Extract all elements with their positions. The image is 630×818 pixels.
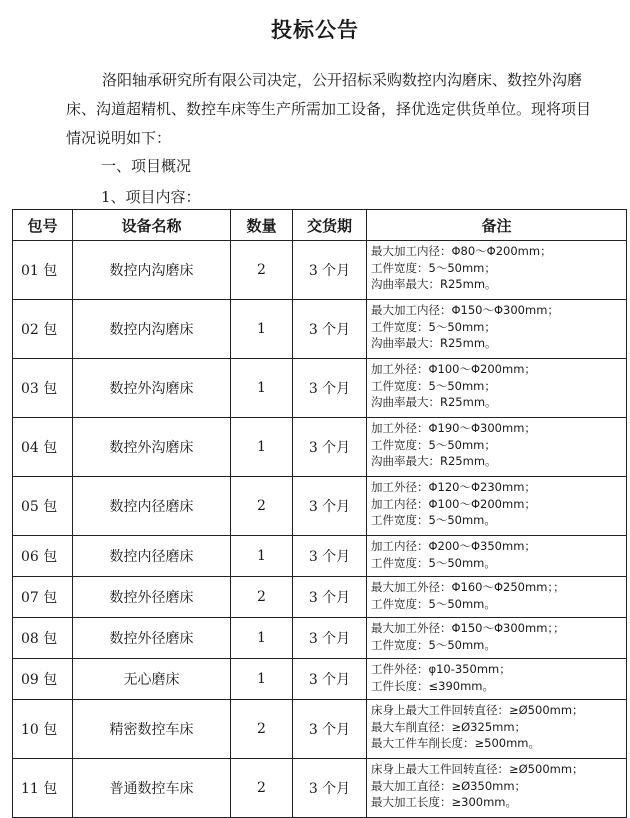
delivery-period: 3 个月 [293,577,367,618]
equipment-name: 数控外径磨床 [73,618,231,659]
table-row [13,700,627,759]
equipment-name: 数控外沟磨床 [73,359,231,418]
delivery-period: 3 个月 [293,659,367,700]
package-no: 10 包 [13,700,73,759]
section-heading-overview: 一、项目概况 [101,157,192,175]
remarks-cell [367,759,627,818]
remarks-cell [367,618,627,659]
delivery-period: 3 个月 [293,241,367,300]
delivery-period: 3 个月 [293,359,367,418]
equipment-name: 数控外径磨床 [73,577,231,618]
equipment-name: 数控内径磨床 [73,536,231,577]
table-row [13,577,627,618]
table-row [13,418,627,477]
delivery-period: 3 个月 [293,759,367,818]
intro-paragraph: 洛阳轴承研究所有限公司决定，公开招标采购数控内沟磨床、数控外沟磨床、沟道超精机、数控车床等生产所需加工设备，择优选定供货单位。现将项目情况说明如下： [66,71,592,147]
package-no: 08 包 [13,618,73,659]
package-no: 03 包 [13,359,73,418]
table-row [13,618,627,659]
remark-line: 最大加工内径：Φ150～Φ300mm； [371,303,559,317]
notice-title: 投标公告 [271,18,359,42]
remark-line: 最大加工外径：Φ160～Φ250mm；； [371,580,565,594]
remark-line: 工件宽度：5～50mm。 [371,555,496,570]
quantity: 1 [231,300,293,359]
quantity: 2 [231,477,293,536]
package-no: 04 包 [13,418,73,477]
equipment-name: 数控内径磨床 [73,477,231,536]
remarks-cell [367,477,627,536]
quantity: 2 [231,577,293,618]
remarks-cell [367,577,627,618]
table-row [13,300,627,359]
remark-line: 床身上最大工件回转直径：≥Ø500mm； [371,703,584,717]
remark-line: 加工外径：Φ120～Φ230mm； [371,480,536,494]
quantity: 1 [231,659,293,700]
remark-line: 沟曲率最大：R25mm。 [371,277,497,291]
remark-line: 沟曲率最大：R25mm。 [371,336,497,350]
delivery-period: 3 个月 [293,477,367,536]
remark-line: 工件宽度：5～50mm； [371,260,496,275]
table-row [13,759,627,818]
equipment-name: 数控外沟磨床 [73,418,231,477]
delivery-period: 3 个月 [293,618,367,659]
remark-line: 工件长度：≤390mm。 [371,678,494,693]
remark-line: 沟曲率最大：R25mm。 [371,454,497,468]
table-row [13,477,627,536]
table-row [13,536,627,577]
table-header-row [13,210,627,241]
remark-line: 工件宽度：5～50mm； [371,437,496,452]
package-no: 05 包 [13,477,73,536]
remark-line: 最大加工直径：≥Ø350mm； [371,778,527,793]
remark-line: 沟曲率最大：R25mm。 [371,395,497,409]
subsection-heading-content: 1、项目内容： [101,188,201,206]
remark-line: 工件宽度：5～50mm； [371,378,496,393]
remark-line: 最大加工内径：Φ80～Φ200mm； [371,244,552,258]
header-quantity: 数量 [231,210,293,241]
remark-line: 工件外径：φ10-350mm； [371,662,511,676]
equipment-table [12,209,627,818]
quantity: 1 [231,618,293,659]
equipment-name: 普通数控车床 [73,759,231,818]
header-equipment-name: 设备名称 [73,210,231,241]
package-no: 09 包 [13,659,73,700]
quantity: 2 [231,759,293,818]
remark-line: 加工内径：Φ200～Φ350mm； [371,539,536,553]
remark-line: 加工外径：Φ100～Φ200mm； [371,362,536,376]
remark-line: 工件宽度：5～50mm。 [371,596,496,611]
remarks-cell [367,659,627,700]
quantity: 1 [231,359,293,418]
equipment-name: 数控内沟磨床 [73,241,231,300]
remark-line: 最大加工外径：Φ150～Φ300mm；； [371,621,565,635]
remarks-cell [367,300,627,359]
package-no: 02 包 [13,300,73,359]
remark-line: 最大车削直径：≥Ø325mm； [371,719,527,734]
quantity: 2 [231,241,293,300]
delivery-period: 3 个月 [293,536,367,577]
package-no: 07 包 [13,577,73,618]
package-no: 01 包 [13,241,73,300]
remark-line: 加工外径：Φ190～Φ300mm； [371,421,536,435]
remarks-cell [367,700,627,759]
quantity: 2 [231,700,293,759]
equipment-name: 精密数控车床 [73,700,231,759]
remarks-cell [367,536,627,577]
header-remarks: 备注 [367,210,627,241]
equipment-name: 数控内沟磨床 [73,300,231,359]
quantity: 1 [231,418,293,477]
package-no: 11 包 [13,759,73,818]
remark-line: 最大工件车削长度：≥500mm。 [371,736,540,750]
header-delivery: 交货期 [293,210,367,241]
delivery-period: 3 个月 [293,418,367,477]
remarks-cell [367,241,627,300]
remarks-cell [367,418,627,477]
quantity: 1 [231,536,293,577]
header-package-no: 包号 [13,210,73,241]
package-no: 06 包 [13,536,73,577]
remark-line: 最大加工长度：≥300mm。 [371,795,517,809]
delivery-period: 3 个月 [293,700,367,759]
table-row [13,659,627,700]
remark-line: 工件宽度：5～50mm。 [371,637,496,652]
remark-line: 加工内径：Φ100～Φ200mm； [371,496,536,511]
table-row [13,359,627,418]
remark-line: 床身上最大工件回转直径：≥Ø500mm； [371,762,584,776]
remark-line: 工件宽度：5～50mm； [371,319,496,334]
equipment-name: 无心磨床 [73,659,231,700]
remark-line: 工件宽度：5～50mm。 [371,513,496,527]
remarks-cell [367,359,627,418]
table-row [13,241,627,300]
delivery-period: 3 个月 [293,300,367,359]
